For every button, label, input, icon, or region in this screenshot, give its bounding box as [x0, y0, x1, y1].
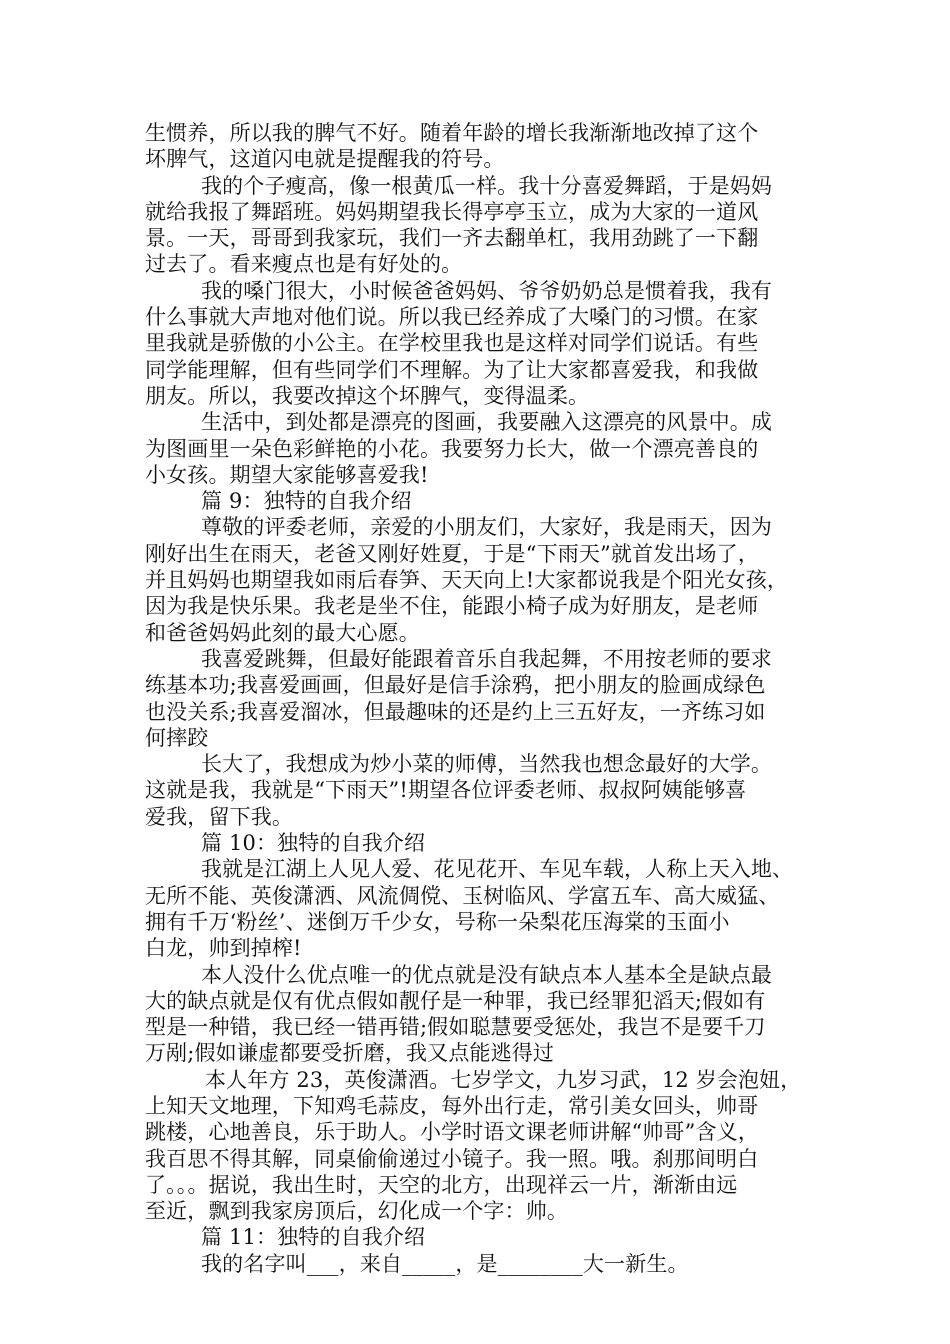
text-line: 同学能理解，但有些同学们不理解。为了让大家都喜爱我，和我做 [145, 357, 759, 382]
text-line: 过去了。看来瘦点也是有好处的。 [145, 252, 463, 277]
text-line: 因为我是快乐果。我老是坐不住，能跟小椅子成为好朋友，是老师 [145, 594, 759, 619]
text-line: 里我就是骄傲的小公主。在学校里我也是这样对同学们说话。有些 [145, 331, 759, 356]
text-line: 就给我报了舞蹈班。妈妈期望我长得亭亭玉立，成为大家的一道风 [145, 199, 759, 224]
text-line: 了。。。据说，我出生时，天空的北方，出现祥云一片，渐渐由远 [145, 1172, 738, 1197]
section-heading: 篇 11：独特的自我介绍 [201, 1225, 426, 1250]
text-line: 坏脾气，这道闪电就是提醒我的符号。 [145, 147, 505, 172]
text-line: 长大了，我想成为炒小菜的师傅，当然我也想念最好的大学。 [201, 752, 773, 777]
text-line: 上知天文地理，下知鸡毛蒜皮，每外出行走，常引美女回头，帅哥 [145, 1093, 759, 1118]
text-line: 并且妈妈也期望我如雨后春笋、天天向上!大家都说我是个阳光女孩， [145, 568, 789, 593]
text-line: 我就是江湖上人见人爱、花见花开、车见车载，人称上天入地、 [201, 857, 794, 882]
text-line: 和爸爸妈妈此刻的最大心愿。 [145, 620, 420, 645]
text-line: 生活中，到处都是漂亮的图画，我要融入这漂亮的风景中。成 [201, 410, 773, 435]
text-line: 什么事就大声地对他们说。所以我已经养成了大嗓门的习惯。在家 [145, 305, 759, 330]
section-heading: 篇 9：独特的自我介绍 [201, 489, 412, 514]
text-line: 为图画里一朵色彩鲜艳的小花。我要努力长大，做一个漂亮善良的 [145, 436, 759, 461]
text-line: 练基本功;我喜爱画画，但最好是信手涂鸦，把小朋友的脸画成绿色 [145, 673, 766, 698]
document-body [145, 120, 815, 1277]
text-line: 这就是我，我就是“下雨天”!期望各位评委老师、叔叔阿姨能够喜 [145, 778, 747, 803]
text-line: 至近，飘到我家房顶后，幻化成一个字：帅。 [145, 1199, 568, 1224]
text-line: 我百思不得其解，同桌偷偷递过小镜子。我一照。哦。刹那间明白 [145, 1146, 759, 1171]
text-line: 我的名字叫___，来自_____，是________大一新生。 [201, 1251, 689, 1276]
text-line: 本人没什么优点唯一的优点就是没有缺点本人基本全是缺点最 [201, 962, 773, 987]
text-line: 我的嗓门很大，小时候爸爸妈妈、爷爷奶奶总是惯着我，我有 [201, 278, 773, 303]
text-line: 刚好出生在雨天，老爸又刚好姓夏，于是“下雨天”就首发出场了， [145, 541, 759, 566]
section-heading: 篇 10：独特的自我介绍 [201, 831, 426, 856]
text-line: 拥有千万‘粉丝’、迷倒万千少女，号称一朵梨花压海棠的玉面小 [145, 909, 730, 934]
text-line: 生惯养，所以我的脾气不好。随着年龄的增长我渐渐地改掉了这个 [145, 121, 759, 145]
text-line: 朋友。所以，我要改掉这个坏脾气，变得温柔。 [145, 383, 590, 408]
text-line: 万剐;假如谦虚都要受折磨，我又点能逃得过 [145, 1041, 555, 1066]
text-line: 小女孩。期望大家能够喜爱我! [145, 462, 429, 487]
text-line: 我的个子瘦高，像一根黄瓜一样。我十分喜爱舞蹈，于是妈妈 [201, 173, 773, 198]
text-line: 白龙，帅到掉榨! [145, 936, 302, 961]
text-line: 型是一种错，我已经一错再错;假如聪慧要受惩处，我岂不是要千刀 [145, 1015, 766, 1040]
text-line: 无所不能、英俊潇洒、风流倜傥、玉树临风、学富五车、高大威猛、 [145, 883, 780, 908]
text-line: 尊敬的评委老师，亲爱的小朋友们，大家好，我是雨天，因为 [201, 515, 773, 540]
text-line: 景。一天，哥哥到我家玩，我们一齐去翻单杠，我用劲跳了一下翻 [145, 226, 759, 251]
text-line: 跳楼，心地善良，乐于助人。小学时语文课老师讲解“帅哥”含义， [145, 1120, 759, 1145]
text-line: 我喜爱跳舞，但最好能跟着音乐自我起舞，不用按老师的要求 [201, 646, 773, 671]
text-line: 何摔跤 [145, 725, 209, 750]
text-line: 爱我，留下我。 [145, 804, 294, 829]
text-line: 本人年方 23，英俊潇酒。七岁学文，九岁习武，12 岁会泡妞， [205, 1067, 802, 1092]
text-line: 大的缺点就是仅有优点假如靓仔是一种罪，我已经罪犯滔天;假如有 [145, 988, 766, 1013]
text-line: 也没关系;我喜爱溜冰，但最趣味的还是约上三五好友，一齐练习如 [145, 699, 766, 724]
